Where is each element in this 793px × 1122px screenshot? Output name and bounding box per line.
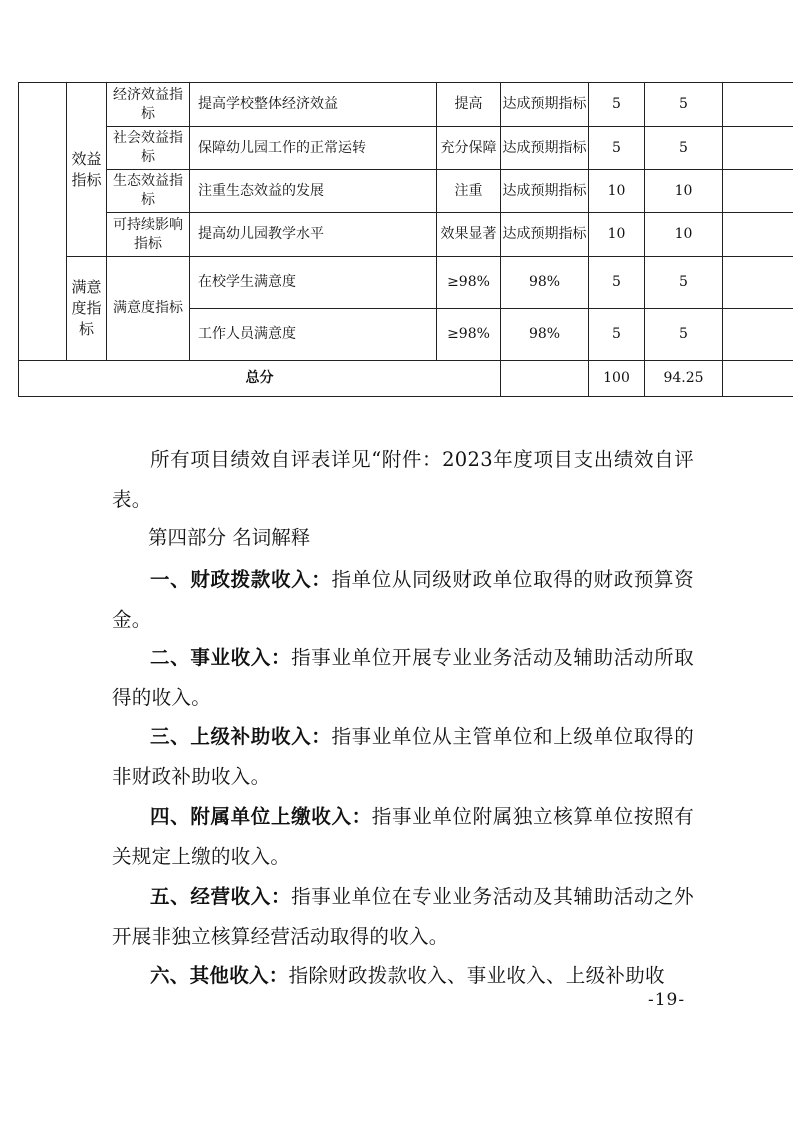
target-cell: ≥98% — [437, 309, 501, 361]
category-cell: 满意度指标 — [67, 257, 107, 361]
blank-cell — [501, 361, 589, 397]
score-cell: 10 — [645, 170, 723, 213]
note-cell — [723, 213, 793, 257]
actual-cell: 98% — [501, 257, 589, 309]
indicator-cell: 在校学生满意度 — [190, 257, 437, 309]
target-cell: 提高 — [437, 83, 501, 127]
score-cell: 5 — [645, 257, 723, 309]
sub-indicator-cell: 可持续影响指标 — [107, 213, 190, 257]
blank-cell — [19, 83, 67, 361]
total-score: 94.25 — [645, 361, 723, 397]
note-cell — [723, 170, 793, 213]
target-cell: ≥98% — [437, 257, 501, 309]
total-label: 总分 — [19, 361, 501, 397]
note-cell — [723, 83, 793, 127]
target-cell: 效果显著 — [437, 213, 501, 257]
actual-cell: 达成预期指标 — [501, 83, 589, 127]
sub-indicator-cell: 社会效益指标 — [107, 127, 190, 170]
sub-indicator-cell: 经济效益指标 — [107, 83, 190, 127]
term-paragraph — [112, 877, 694, 957]
term-paragraph — [112, 717, 694, 797]
actual-cell: 达成预期指标 — [501, 127, 589, 170]
indicator-cell: 提高幼儿园教学水平 — [190, 213, 437, 257]
weight-cell: 10 — [589, 213, 645, 257]
sub-indicator-cell: 生态效益指标 — [107, 170, 190, 213]
category-cell: 效益指标 — [67, 83, 107, 257]
term-definition: 指除财政拨款收入、事业收入、上级补助收 — [288, 964, 665, 987]
note-cell — [723, 309, 793, 361]
note-cell — [723, 127, 793, 170]
score-cell: 5 — [645, 83, 723, 127]
page-number: -19- — [648, 990, 686, 1010]
note-cell — [723, 361, 793, 397]
actual-cell: 98% — [501, 309, 589, 361]
note-cell — [723, 257, 793, 309]
score-cell: 5 — [645, 309, 723, 361]
score-cell: 10 — [645, 213, 723, 257]
weight-cell: 5 — [589, 83, 645, 127]
total-weight: 100 — [589, 361, 645, 397]
total-row — [19, 361, 793, 397]
term-paragraph — [112, 797, 694, 877]
actual-cell: 达成预期指标 — [501, 170, 589, 213]
term-definition: 指事业单位在专业业务活动及其辅助活动之外开展非独立核算经营活动取得的收入。 — [112, 885, 694, 948]
indicator-cell: 提高学校整体经济效益 — [190, 83, 437, 127]
indicator-cell: 保障幼儿园工作的正常运转 — [190, 127, 437, 170]
target-cell: 充分保障 — [437, 127, 501, 170]
term-paragraph — [112, 560, 694, 640]
actual-cell: 达成预期指标 — [501, 213, 589, 257]
term-label: 三、上级补助收入： — [150, 725, 332, 748]
term-label: 六、其他收入： — [150, 964, 289, 987]
weight-cell: 10 — [589, 170, 645, 213]
score-cell: 5 — [645, 127, 723, 170]
table-row — [19, 83, 793, 127]
intro-paragraph: 所有项目绩效自评表详见“附件：2023年度项目支出绩效自评表。 — [112, 448, 694, 511]
table-row — [19, 127, 793, 170]
term-paragraph — [112, 638, 694, 718]
performance-table — [18, 82, 793, 397]
table-row — [19, 213, 793, 257]
term-label: 五、经营收入： — [150, 885, 292, 908]
weight-cell: 5 — [589, 309, 645, 361]
term-label: 二、事业收入： — [150, 646, 292, 669]
term-label: 四、附属单位上缴收入： — [150, 805, 372, 828]
term-definition: 指事业单位附属独立核算单位按照有关规定上缴的收入。 — [112, 805, 694, 868]
section-title: 第四部分 名词解释 — [148, 526, 311, 549]
indicator-cell: 工作人员满意度 — [190, 309, 437, 361]
term-label: 一、财政拨款收入： — [150, 568, 332, 591]
table-row — [19, 257, 793, 309]
weight-cell: 5 — [589, 257, 645, 309]
term-definition: 指事业单位从主管单位和上级单位取得的非财政补助收入。 — [112, 725, 694, 788]
weight-cell: 5 — [589, 127, 645, 170]
term-paragraph — [112, 956, 694, 996]
term-definition: 指单位从同级财政单位取得的财政预算资金。 — [112, 568, 694, 631]
table-row — [19, 170, 793, 213]
target-cell: 注重 — [437, 170, 501, 213]
indicator-cell: 注重生态效益的发展 — [190, 170, 437, 213]
sub-indicator-cell: 满意度指标 — [107, 257, 190, 361]
term-definition: 指事业单位开展专业业务活动及辅助活动所取得的收入。 — [112, 646, 694, 709]
